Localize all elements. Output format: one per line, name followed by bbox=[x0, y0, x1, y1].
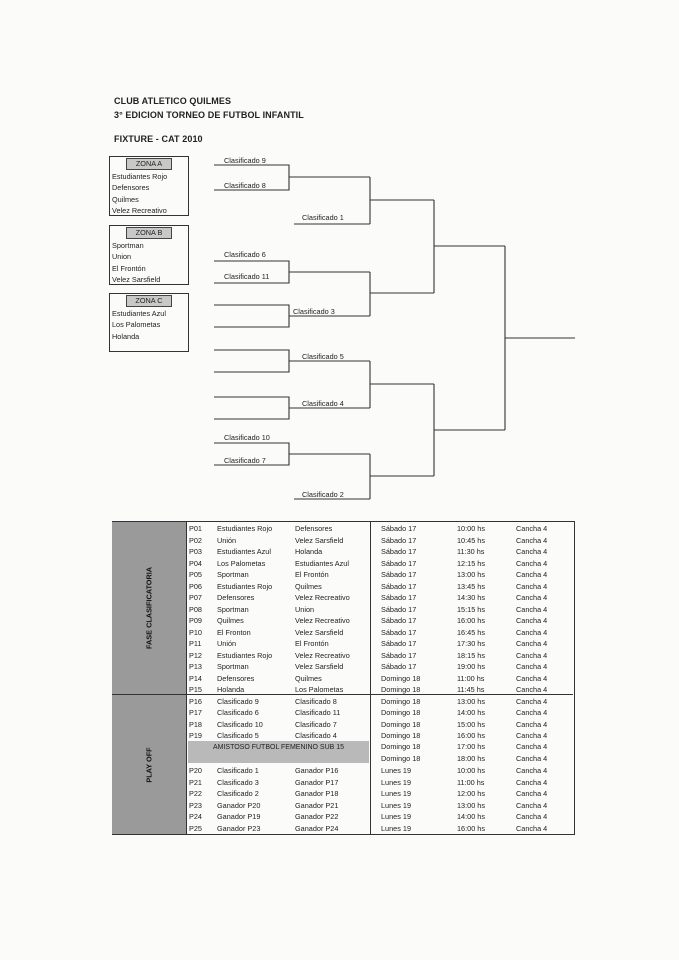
table-row bbox=[0, 581, 679, 593]
zone-team: Estudiantes Azul bbox=[112, 309, 166, 318]
cell-day: Domingo 18 bbox=[381, 685, 421, 694]
zone-team: Union bbox=[112, 252, 132, 262]
cell-team-away: Velez Recreativo bbox=[295, 593, 350, 602]
table-row bbox=[0, 523, 679, 535]
cell-team-home: Estudiantes Rojo bbox=[217, 650, 273, 660]
cell-match-id: P01 bbox=[189, 524, 202, 533]
cell-day: Sábado 17 bbox=[381, 535, 417, 545]
cell-time: 14:00 hs bbox=[457, 812, 485, 821]
cell-team-away: Velez Recreativo bbox=[295, 650, 350, 660]
cell-court: Cancha 4 bbox=[516, 742, 548, 751]
cell-team-home: Estudiantes Azul bbox=[217, 547, 271, 556]
table-row bbox=[0, 558, 679, 570]
cell-team-home: Ganador P19 bbox=[217, 812, 261, 821]
zone-team: Quilmes bbox=[112, 194, 139, 204]
cell-time: 13:00 hs bbox=[457, 696, 485, 706]
cell-team-away: Quilmes bbox=[295, 673, 322, 683]
bracket-label: Clasificado 10 bbox=[224, 433, 270, 442]
zone-team: Velez Recreativo bbox=[112, 205, 167, 215]
cell-court: Cancha 4 bbox=[516, 685, 548, 694]
cell-match-id: P14 bbox=[189, 673, 202, 683]
cell-day: Domingo 18 bbox=[381, 742, 421, 751]
cell-day: Domingo 18 bbox=[381, 673, 421, 683]
table-row bbox=[0, 546, 679, 558]
cell-time: 16:00 hs bbox=[457, 823, 485, 833]
table-row bbox=[0, 765, 679, 777]
cell-match-id: P03 bbox=[189, 547, 202, 556]
section-playoff-label: PLAY OFF bbox=[144, 746, 154, 783]
table-row bbox=[0, 661, 679, 673]
cell-team-home: Defensores bbox=[217, 593, 255, 602]
cell-team-away: Ganador P18 bbox=[295, 789, 339, 798]
cell-team-home: Sportman bbox=[217, 662, 249, 671]
cell-team-away: Clasificado 11 bbox=[295, 708, 341, 717]
bracket-label: Clasificado 7 bbox=[224, 456, 266, 465]
cell-day: Sábado 17 bbox=[381, 639, 417, 648]
cell-team-home: El Fronton bbox=[217, 627, 251, 637]
special-slot-row bbox=[0, 741, 679, 753]
special-slot-row bbox=[0, 753, 679, 765]
table-row bbox=[0, 719, 679, 731]
table-row bbox=[0, 788, 679, 800]
cell-court: Cancha 4 bbox=[516, 789, 548, 798]
table-row bbox=[0, 777, 679, 789]
cell-court: Cancha 4 bbox=[516, 604, 548, 614]
cell-court: Cancha 4 bbox=[516, 524, 548, 533]
cell-team-home: Clasificado 3 bbox=[217, 777, 259, 787]
cell-court: Cancha 4 bbox=[516, 535, 548, 545]
bracket-label: Clasificado 1 bbox=[302, 213, 344, 222]
cell-day: Lunes 19 bbox=[381, 789, 412, 798]
cell-time: 11:00 hs bbox=[457, 777, 485, 787]
cell-time: 11:00 hs bbox=[457, 673, 485, 683]
cell-time: 11:30 hs bbox=[457, 547, 485, 556]
bracket-label: Clasificado 6 bbox=[224, 250, 266, 259]
cell-team-home: Clasificado 1 bbox=[217, 766, 259, 775]
cell-team-away: Defensores bbox=[295, 524, 333, 533]
table-row bbox=[0, 730, 679, 742]
zone-team: Estudiantes Rojo bbox=[112, 172, 168, 181]
cell-team-home: Ganador P23 bbox=[217, 823, 261, 833]
cell-team-away: Velez Sarsfield bbox=[295, 662, 344, 671]
cell-court: Cancha 4 bbox=[516, 823, 548, 833]
cell-day: Sábado 17 bbox=[381, 593, 417, 602]
cell-match-id: P13 bbox=[189, 662, 202, 671]
cell-day: Lunes 19 bbox=[381, 823, 412, 833]
edition-title: 3° EDICION TORNEO DE FUTBOL INFANTIL bbox=[114, 110, 304, 120]
cell-time: 16:45 hs bbox=[457, 627, 485, 637]
cell-match-id: P08 bbox=[189, 604, 202, 614]
club-title: CLUB ATLETICO QUILMES bbox=[114, 96, 232, 106]
cell-day: Lunes 19 bbox=[381, 812, 412, 821]
table-row bbox=[0, 569, 679, 581]
zone-team: Sportman bbox=[112, 241, 144, 250]
cell-time: 15:15 hs bbox=[457, 604, 485, 614]
cell-team-home: Estudiantes Rojo bbox=[217, 524, 273, 533]
cell-team-away: Clasificado 7 bbox=[295, 719, 337, 729]
cell-team-home: Estudiantes Rojo bbox=[217, 581, 273, 591]
cell-court: Cancha 4 bbox=[516, 719, 548, 729]
special-match-text: AMISTOSO FUTBOL FEMENINO SUB 15 bbox=[212, 744, 345, 751]
cell-time: 12:15 hs bbox=[457, 558, 485, 568]
cell-time: 16:00 hs bbox=[457, 731, 485, 740]
cell-match-id: P06 bbox=[189, 581, 202, 591]
cell-team-home: Holanda bbox=[217, 685, 245, 694]
table-row bbox=[0, 811, 679, 823]
cell-match-id: P12 bbox=[189, 650, 202, 660]
table-row bbox=[0, 823, 679, 835]
cell-match-id: P10 bbox=[189, 627, 202, 637]
cell-match-id: P07 bbox=[189, 593, 202, 602]
cell-day: Sábado 17 bbox=[381, 627, 417, 637]
cell-team-home: Ganador P20 bbox=[217, 800, 261, 810]
cell-match-id: P23 bbox=[189, 800, 202, 810]
cell-team-away: Velez Recreativo bbox=[295, 616, 350, 625]
zone-team: El Frontón bbox=[112, 263, 146, 273]
cell-match-id: P21 bbox=[189, 777, 202, 787]
cell-court: Cancha 4 bbox=[516, 627, 548, 637]
cell-time: 13:00 hs bbox=[457, 570, 485, 579]
cell-match-id: P25 bbox=[189, 823, 202, 833]
cell-team-away: Los Palometas bbox=[295, 685, 344, 694]
cell-team-away: Ganador P17 bbox=[295, 777, 339, 787]
cell-team-away: Estudiantes Azul bbox=[295, 558, 349, 568]
cell-court: Cancha 4 bbox=[516, 754, 548, 763]
cell-team-away: Velez Sarsfield bbox=[295, 535, 344, 545]
cell-time: 18:15 hs bbox=[457, 650, 485, 660]
cell-match-id: P05 bbox=[189, 570, 202, 579]
table-row bbox=[0, 707, 679, 719]
cell-team-home: Unión bbox=[217, 535, 237, 545]
table-row bbox=[0, 627, 679, 639]
cell-time: 10:00 hs bbox=[457, 766, 485, 775]
cell-day: Sábado 17 bbox=[381, 650, 417, 660]
cell-time: 11:45 hs bbox=[457, 685, 485, 694]
cell-day: Domingo 18 bbox=[381, 754, 421, 763]
bracket-label: Clasificado 9 bbox=[224, 156, 266, 165]
cell-day: Lunes 19 bbox=[381, 800, 412, 810]
table-row bbox=[0, 535, 679, 547]
zone-team: Los Palometas bbox=[112, 320, 161, 330]
cell-court: Cancha 4 bbox=[516, 593, 548, 602]
cell-time: 12:00 hs bbox=[457, 789, 485, 798]
cell-day: Domingo 18 bbox=[381, 731, 421, 740]
cell-court: Cancha 4 bbox=[516, 696, 548, 706]
cell-team-home: Clasificado 5 bbox=[217, 731, 259, 740]
cell-time: 19:00 hs bbox=[457, 662, 485, 671]
cell-time: 13:45 hs bbox=[457, 581, 485, 591]
cell-court: Cancha 4 bbox=[516, 639, 548, 648]
cell-match-id: P16 bbox=[189, 696, 202, 706]
cell-team-away: Ganador P22 bbox=[295, 812, 339, 821]
cell-day: Sábado 17 bbox=[381, 547, 417, 556]
bracket-label: Clasificado 11 bbox=[224, 272, 270, 281]
table-row bbox=[0, 650, 679, 662]
table-row bbox=[0, 592, 679, 604]
cell-time: 10:45 hs bbox=[457, 535, 485, 545]
cell-court: Cancha 4 bbox=[516, 616, 548, 625]
cell-match-id: P02 bbox=[189, 535, 202, 545]
bracket-label: Clasificado 8 bbox=[224, 181, 266, 190]
cell-team-away: Quilmes bbox=[295, 581, 322, 591]
table-row bbox=[0, 800, 679, 812]
bracket-label: Clasificado 2 bbox=[302, 490, 344, 499]
cell-time: 14:30 hs bbox=[457, 593, 485, 602]
zone-team: Holanda bbox=[112, 331, 140, 341]
cell-time: 14:00 hs bbox=[457, 708, 485, 717]
cell-court: Cancha 4 bbox=[516, 581, 548, 591]
zone-team: Velez Sarsfield bbox=[112, 274, 161, 284]
cell-team-home: Sportman bbox=[217, 604, 249, 614]
cell-court: Cancha 4 bbox=[516, 766, 548, 775]
cell-day: Domingo 18 bbox=[381, 696, 421, 706]
cell-day: Sábado 17 bbox=[381, 662, 417, 671]
table-row bbox=[0, 638, 679, 650]
cell-team-away: Clasificado 4 bbox=[295, 731, 337, 740]
cell-team-home: Clasificado 2 bbox=[217, 789, 259, 798]
table-row bbox=[0, 604, 679, 616]
bracket-label: Clasificado 3 bbox=[293, 307, 335, 316]
zone-team: Defensores bbox=[112, 183, 150, 193]
cell-match-id: P11 bbox=[189, 639, 202, 648]
cell-team-away: Velez Sarsfield bbox=[295, 627, 344, 637]
cell-team-home: Defensores bbox=[217, 673, 255, 683]
cell-team-away: Ganador P24 bbox=[295, 823, 339, 833]
cell-day: Sábado 17 bbox=[381, 581, 417, 591]
cell-match-id: P22 bbox=[189, 789, 202, 798]
cell-team-home: Quilmes bbox=[217, 616, 244, 625]
cell-team-home: Los Palometas bbox=[217, 558, 266, 568]
cell-court: Cancha 4 bbox=[516, 812, 548, 821]
cell-day: Sábado 17 bbox=[381, 558, 417, 568]
zone-b-title: ZONA B bbox=[126, 227, 172, 239]
cell-match-id: P09 bbox=[189, 616, 202, 625]
cell-day: Lunes 19 bbox=[381, 766, 412, 775]
cell-team-away: Clasificado 8 bbox=[295, 696, 337, 706]
zone-c-title: ZONA C bbox=[126, 295, 172, 307]
cell-time: 10:00 hs bbox=[457, 524, 485, 533]
cell-day: Sábado 17 bbox=[381, 604, 417, 614]
cell-team-away: El Frontón bbox=[295, 570, 329, 579]
fixture-title: FIXTURE - CAT 2010 bbox=[114, 134, 203, 144]
cell-match-id: P15 bbox=[189, 685, 202, 694]
cell-time: 15:00 hs bbox=[457, 719, 485, 729]
zone-a-title: ZONA A bbox=[126, 158, 172, 170]
cell-time: 18:00 hs bbox=[457, 754, 485, 763]
bracket-label: Clasificado 4 bbox=[302, 399, 344, 408]
cell-court: Cancha 4 bbox=[516, 662, 548, 671]
cell-team-home: Clasificado 6 bbox=[217, 708, 259, 717]
cell-day: Domingo 18 bbox=[381, 719, 421, 729]
cell-time: 13:00 hs bbox=[457, 800, 485, 810]
cell-day: Domingo 18 bbox=[381, 708, 421, 717]
cell-team-away: El Frontón bbox=[295, 639, 329, 648]
cell-match-id: P19 bbox=[189, 731, 202, 740]
cell-time: 17:00 hs bbox=[457, 742, 485, 751]
cell-match-id: P04 bbox=[189, 558, 202, 568]
cell-court: Cancha 4 bbox=[516, 777, 548, 787]
cell-court: Cancha 4 bbox=[516, 558, 548, 568]
cell-court: Cancha 4 bbox=[516, 673, 548, 683]
cell-team-home: Clasificado 10 bbox=[217, 719, 263, 729]
cell-match-id: P24 bbox=[189, 812, 202, 821]
table-row bbox=[0, 684, 679, 696]
section-group-label: FASE CLASIFICATORIA bbox=[144, 566, 154, 650]
cell-match-id: P18 bbox=[189, 719, 202, 729]
cell-day: Sábado 17 bbox=[381, 570, 417, 579]
cell-court: Cancha 4 bbox=[516, 708, 548, 717]
cell-court: Cancha 4 bbox=[516, 731, 548, 740]
cell-time: 16:00 hs bbox=[457, 616, 485, 625]
cell-match-id: P20 bbox=[189, 766, 202, 775]
table-row bbox=[0, 615, 679, 627]
cell-court: Cancha 4 bbox=[516, 547, 548, 556]
cell-day: Sábado 17 bbox=[381, 524, 417, 533]
cell-court: Cancha 4 bbox=[516, 650, 548, 660]
cell-team-home: Clasificado 9 bbox=[217, 696, 259, 706]
cell-court: Cancha 4 bbox=[516, 800, 548, 810]
cell-team-away: Holanda bbox=[295, 547, 323, 556]
table-row bbox=[0, 696, 679, 708]
cell-team-away: Union bbox=[295, 604, 315, 614]
cell-time: 17:30 hs bbox=[457, 639, 485, 648]
cell-court: Cancha 4 bbox=[516, 570, 548, 579]
cell-match-id: P17 bbox=[189, 708, 202, 717]
bracket-label: Clasificado 5 bbox=[302, 352, 344, 361]
cell-team-home: Sportman bbox=[217, 570, 249, 579]
cell-team-home: Unión bbox=[217, 639, 237, 648]
cell-day: Sábado 17 bbox=[381, 616, 417, 625]
table-row bbox=[0, 673, 679, 685]
cell-team-away: Ganador P16 bbox=[295, 766, 339, 775]
cell-day: Lunes 19 bbox=[381, 777, 412, 787]
cell-team-away: Ganador P21 bbox=[295, 800, 339, 810]
